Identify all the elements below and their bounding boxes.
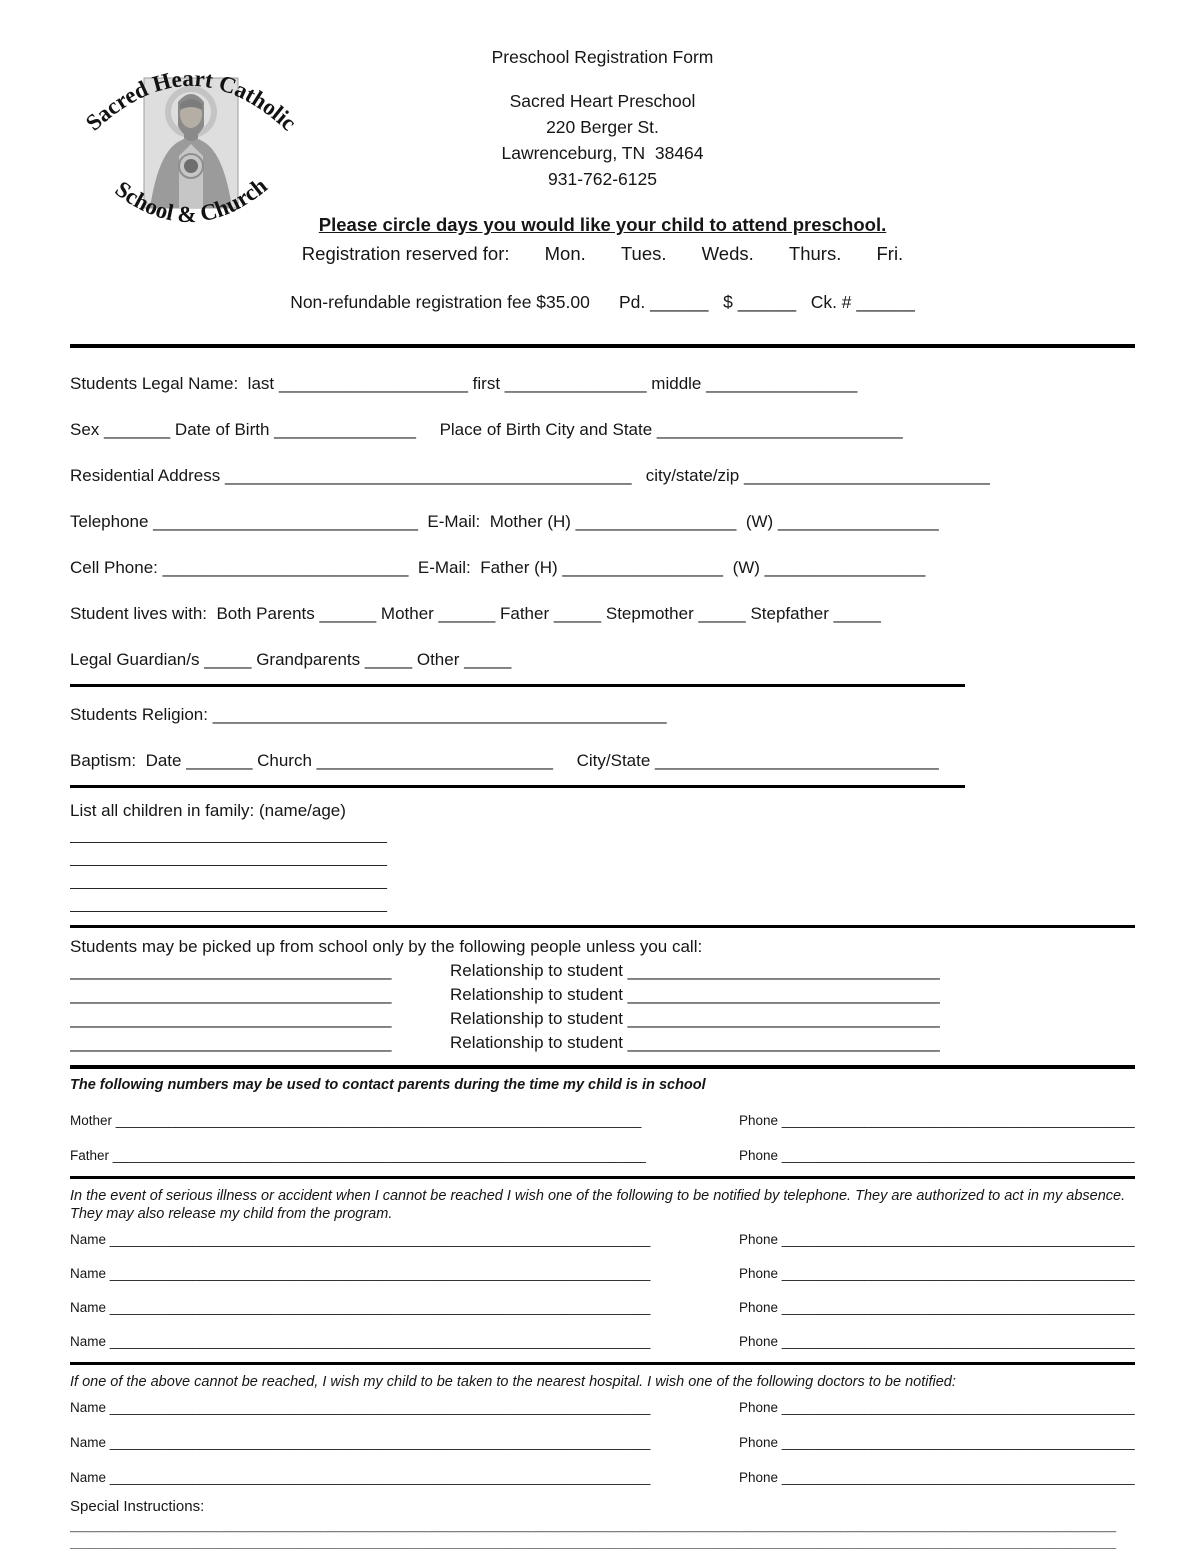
pickup-name-blank: __________________________________ (70, 985, 392, 1004)
emergency-contact-row (70, 1333, 1135, 1350)
special-instructions-label: Special Instructions: (70, 1498, 205, 1515)
pickup-row (70, 1009, 1135, 1029)
section-divider-children (70, 785, 965, 788)
father-name-field: Father _______________________________________________________________________ (70, 1148, 646, 1163)
section-divider-contacts (70, 1065, 1135, 1069)
school-street: 220 Berger St. (546, 117, 659, 137)
pickup-name-blank: __________________________________ (70, 1033, 392, 1052)
day-monday: Mon. (544, 243, 586, 264)
children-blank-line: ______________________________________ (70, 851, 388, 867)
mother-contact-row (70, 1112, 1135, 1129)
emergency-name-field: Name ________________________________________________________________________ (70, 1334, 651, 1349)
emergency-phone-field: Phone _______________________________________________ (739, 1334, 1135, 1349)
doctor-name-field: Name ________________________________________________________________________ (70, 1470, 651, 1485)
emergency-name-field: Name ________________________________________________________________________ (70, 1232, 651, 1247)
header-divider (70, 344, 1135, 348)
field-line-legal-guardian: Legal Guardian/s _____ Grandparents _____ Other _____ (70, 650, 512, 669)
logo-arc-top-text: Sacred Heart Catholic (80, 65, 302, 136)
pickup-row (70, 961, 1135, 981)
emergency-phone-field: Phone _______________________________________________ (739, 1300, 1135, 1315)
field-line-lives-with: Student lives with: Both Parents ______ Mother ______ Father _____ Stepmother _____ Stepfather _____ (70, 604, 881, 623)
special-instructions-line: ___________________________________________________________________________________________________________________________________________________________________________ (70, 1538, 1117, 1549)
father-phone-field: Phone _______________________________________________ (739, 1148, 1135, 1163)
mother-phone-field: Phone _______________________________________________ (739, 1113, 1135, 1128)
field-line-religion: Students Religion: ________________________________________________ (70, 705, 667, 724)
mother-name-field: Mother ______________________________________________________________________ (70, 1113, 642, 1128)
contact-parents-heading: The following numbers may be used to contact parents during the time my child is in school (70, 1077, 706, 1093)
emergency-name-field: Name ________________________________________________________________________ (70, 1266, 651, 1281)
emergency-notice: In the event of serious illness or accident when I cannot be reached I wish one of the following to be notified by telephone. They are authorized to act in my absence. They may also release my child from the program. (70, 1188, 1126, 1222)
emergency-phone-field: Phone _______________________________________________ (739, 1266, 1135, 1281)
school-logo-graphic (80, 34, 302, 256)
children-list-heading: List all children in family: (name/age) (70, 801, 346, 820)
reserved-for-label: Registration reserved for: (301, 243, 510, 264)
emergency-contact-row (70, 1231, 1135, 1248)
doctor-row (70, 1399, 1135, 1416)
field-line-legal-name: Students Legal Name: last ____________________ first _______________ middle ________________ (70, 374, 858, 393)
section-divider-religion (70, 684, 965, 687)
pickup-heading: Students may be picked up from school only by the following people unless you call: (70, 937, 703, 956)
doctor-row (70, 1469, 1135, 1486)
logo-arc-bottom-text: School & Church (110, 172, 272, 228)
doctor-name-field: Name ________________________________________________________________________ (70, 1435, 651, 1450)
school-logo (80, 34, 302, 256)
registration-fee-line: Non-refundable registration fee $35.00 Pd. ______ $ ______ Ck. # ______ (290, 292, 915, 312)
school-name: Sacred Heart Preschool (509, 91, 696, 111)
pickup-name-blank: __________________________________ (70, 961, 392, 980)
day-friday: Fri. (876, 243, 904, 264)
doctor-row (70, 1434, 1135, 1451)
section-divider-emergency (70, 1176, 1135, 1179)
day-thursday: Thurs. (788, 243, 842, 264)
relationship-field: Relationship to student _________________________________ (450, 961, 940, 980)
section-divider-pickup (70, 925, 1135, 928)
children-blank-line: ______________________________________ (70, 897, 388, 913)
form-title: Preschool Registration Form (491, 47, 714, 67)
jesus-portrait-image (144, 78, 238, 208)
children-blank-line: ______________________________________ (70, 874, 388, 890)
day-tuesday: Tues. (620, 243, 667, 264)
emergency-contact-row (70, 1299, 1135, 1316)
school-phone: 931-762-6125 (548, 169, 657, 189)
school-city-state: Lawrenceburg, TN 38464 (501, 143, 704, 163)
doctor-phone-field: Phone _______________________________________________ (739, 1400, 1135, 1415)
doctor-name-field: Name ________________________________________________________________________ (70, 1400, 651, 1415)
pickup-row (70, 1033, 1135, 1053)
field-line-sex-birth: Sex _______ Date of Birth _______________ Place of Birth City and State __________________________ (70, 420, 903, 439)
emergency-phone-field: Phone _______________________________________________ (739, 1232, 1135, 1247)
children-blank-line: ______________________________________ (70, 828, 388, 844)
day-wednesday: Weds. (701, 243, 754, 264)
doctor-phone-field: Phone _______________________________________________ (739, 1435, 1135, 1450)
doctor-notice: If one of the above cannot be reached, I wish my child to be taken to the nearest hospital. I wish one of the following doctors to be notified: (70, 1374, 956, 1390)
field-line-cellphone-email: Cell Phone: __________________________ E-Mail: Father (H) _________________ (W) _________________ (70, 558, 926, 577)
emergency-contact-row (70, 1265, 1135, 1282)
special-instructions-line: ___________________________________________________________________________________________________________________________________________________________________________ (70, 1521, 1117, 1533)
circle-days-instruction: Please circle days you would like your child to attend preschool. (318, 214, 887, 235)
relationship-field: Relationship to student _________________________________ (450, 1033, 940, 1052)
section-divider-doctors (70, 1362, 1135, 1365)
pickup-row (70, 985, 1135, 1005)
relationship-field: Relationship to student _________________________________ (450, 985, 940, 1004)
relationship-field: Relationship to student _________________________________ (450, 1009, 940, 1028)
emergency-name-field: Name ________________________________________________________________________ (70, 1300, 651, 1315)
pickup-name-blank: __________________________________ (70, 1009, 392, 1028)
field-line-baptism: Baptism: Date _______ Church _________________________ City/State ______________________________ (70, 751, 939, 770)
father-contact-row (70, 1147, 1135, 1164)
field-line-residential-address: Residential Address ___________________________________________ city/state/zip __________________________ (70, 466, 990, 485)
field-line-telephone-email: Telephone ____________________________ E-Mail: Mother (H) _________________ (W) _________________ (70, 512, 939, 531)
doctor-phone-field: Phone _______________________________________________ (739, 1470, 1135, 1485)
